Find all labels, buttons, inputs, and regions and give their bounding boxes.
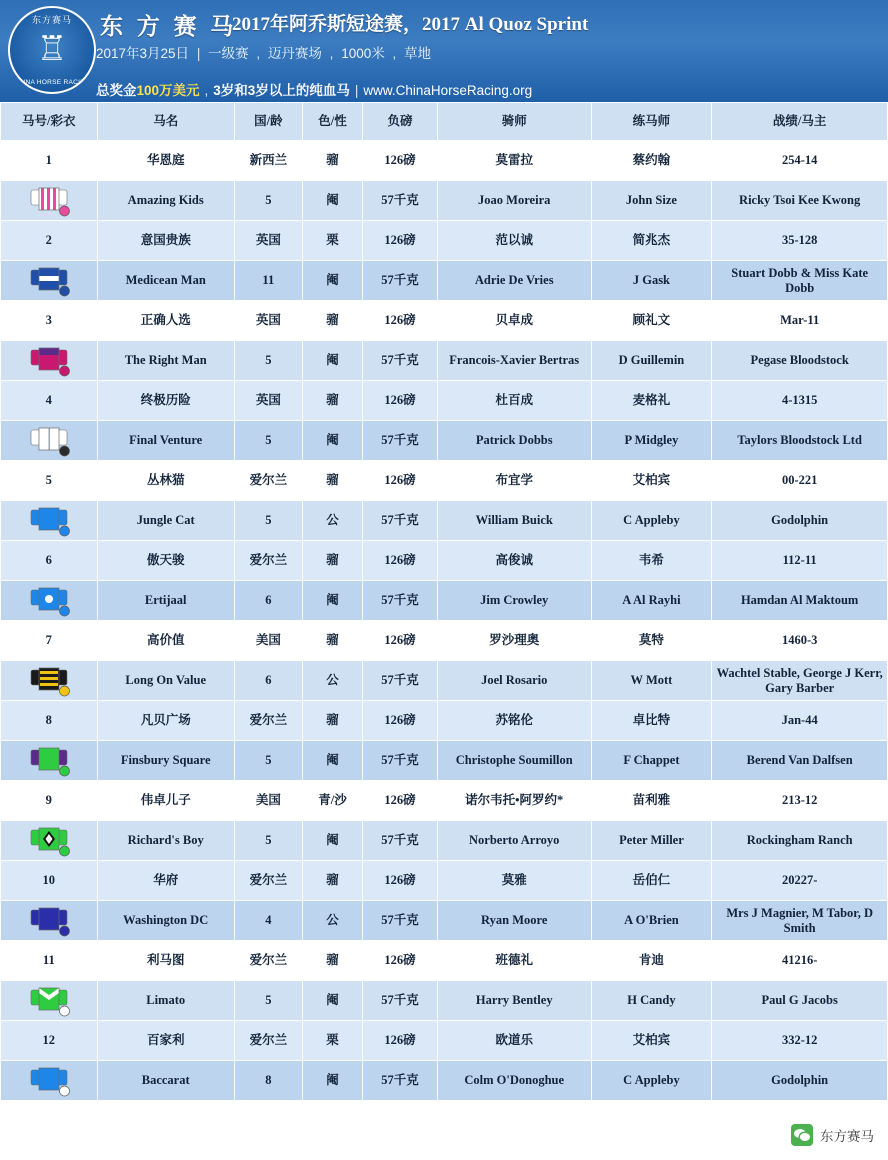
jockey-silk (1, 661, 98, 701)
jockey-silk (1, 821, 98, 861)
jockey-silk (1, 1061, 98, 1101)
prize-divider-2: | (354, 83, 359, 98)
jockey-name-en: Christophe Soumillon (437, 741, 591, 781)
jockey-name-cn: 杜百成 (437, 381, 591, 421)
horse-weight-lb: 126磅 (363, 541, 438, 581)
table-row (1, 981, 888, 1021)
horse-name-cn: 终极历险 (97, 381, 234, 421)
horse-record: 4-1315 (712, 381, 888, 421)
wechat-icon (791, 1124, 813, 1146)
col-header-country-age: 国/龄 (234, 103, 302, 141)
trainer-name-en: C Appleby (591, 501, 712, 541)
horse-country: 爱尔兰 (234, 701, 302, 741)
horse-weight-kg: 57千克 (363, 181, 438, 221)
jockey-name-cn: 贝卓成 (437, 301, 591, 341)
race-conditions: 3岁和3岁以上的纯血马 (213, 83, 350, 98)
page-header (0, 0, 888, 102)
horse-weight-kg: 57千克 (363, 1061, 438, 1101)
horse-weight-lb: 126磅 (363, 861, 438, 901)
trainer-name-cn: 莫特 (591, 621, 712, 661)
horse-sex: 阉 (302, 181, 362, 221)
jockey-name-cn: 诺尔韦托•阿罗约* (437, 781, 591, 821)
horse-weight-lb: 126磅 (363, 701, 438, 741)
trainer-name-en: H Candy (591, 981, 712, 1021)
horse-name-en: Limato (97, 981, 234, 1021)
trainer-name-cn: 韦希 (591, 541, 712, 581)
jockey-silk (1, 341, 98, 381)
horse-name-en: Washington DC (97, 901, 234, 941)
horse-weight-kg: 57千克 (363, 341, 438, 381)
trainer-name-cn: 肯迪 (591, 941, 712, 981)
jockey-silk (1, 901, 98, 941)
prize-amount: 100万美元 (136, 83, 200, 98)
col-header-horse-name: 马名 (97, 103, 234, 141)
horse-owner: Taylors Bloodstock Ltd (712, 421, 888, 461)
horse-number: 1 (1, 141, 98, 181)
horse-colour: 骝 (302, 701, 362, 741)
horse-age: 5 (234, 741, 302, 781)
table-row (1, 581, 888, 621)
horse-name-cn: 高价值 (97, 621, 234, 661)
trainer-name-en: John Size (591, 181, 712, 221)
horse-sex: 阉 (302, 581, 362, 621)
horse-owner: Hamdan Al Maktoum (712, 581, 888, 621)
trainer-name-cn: 艾柏宾 (591, 1021, 712, 1061)
horse-sex: 阉 (302, 821, 362, 861)
horse-record: 254-14 (712, 141, 888, 181)
table-row (1, 501, 888, 541)
trainer-name-en: F Chappet (591, 741, 712, 781)
jockey-name-cn: 布宜学 (437, 461, 591, 501)
horse-number: 3 (1, 301, 98, 341)
horse-weight-kg: 57千克 (363, 261, 438, 301)
horse-number: 9 (1, 781, 98, 821)
horse-record: 20227- (712, 861, 888, 901)
footer-label: 东方赛马 (820, 1129, 874, 1144)
jockey-name-cn: 范以诚 (437, 221, 591, 261)
jockey-name-cn: 莫雷拉 (437, 141, 591, 181)
horse-country: 爱尔兰 (234, 461, 302, 501)
horse-record: 35-128 (712, 221, 888, 261)
col-header-number-silk: 马号/彩衣 (1, 103, 98, 141)
table-header-row (1, 103, 888, 141)
horse-sex: 公 (302, 901, 362, 941)
table-row (1, 901, 888, 941)
horse-age: 5 (234, 981, 302, 1021)
horse-sex: 阉 (302, 1061, 362, 1101)
horse-name-en: The Right Man (97, 341, 234, 381)
page-title: 2017年阿乔斯短途赛，2017 Al Quoz Sprint (232, 14, 589, 35)
col-header-record-owner: 战绩/马主 (712, 103, 888, 141)
table-row (1, 461, 888, 501)
jockey-name-en: Joao Moreira (437, 181, 591, 221)
trainer-name-en: C Appleby (591, 1061, 712, 1101)
horse-age: 5 (234, 341, 302, 381)
meta-divider-1: | (196, 46, 201, 61)
horse-owner: Godolphin (712, 501, 888, 541)
table-row (1, 261, 888, 301)
table-row (1, 821, 888, 861)
col-header-trainer: 练马师 (591, 103, 712, 141)
jockey-name-en: Patrick Dobbs (437, 421, 591, 461)
horse-age: 5 (234, 501, 302, 541)
horse-colour: 骝 (302, 301, 362, 341)
horse-sex: 公 (302, 661, 362, 701)
horse-number: 4 (1, 381, 98, 421)
table-row (1, 861, 888, 901)
trainer-name-en: W Mott (591, 661, 712, 701)
horse-country: 英国 (234, 301, 302, 341)
logo-bottom-text: CHINA HORSE RACING (13, 79, 91, 86)
horse-icon: ♖ (36, 31, 68, 68)
race-meta (96, 42, 431, 62)
table-row (1, 1061, 888, 1101)
jockey-name-cn: 苏铭伦 (437, 701, 591, 741)
race-distance: 1000米 (341, 46, 385, 61)
logo-top-text: 东方赛马 (31, 15, 72, 25)
horse-name-cn: 意国贵族 (97, 221, 234, 261)
horse-country: 爱尔兰 (234, 541, 302, 581)
horse-country: 爱尔兰 (234, 941, 302, 981)
horse-number: 8 (1, 701, 98, 741)
jockey-name-en: Colm O'Donoghue (437, 1061, 591, 1101)
horse-weight-lb: 126磅 (363, 141, 438, 181)
race-course: 迈丹赛场 (267, 46, 322, 61)
horse-number: 12 (1, 1021, 98, 1061)
table-row (1, 141, 888, 181)
logo (8, 6, 96, 94)
horse-record: 213-12 (712, 781, 888, 821)
horse-weight-lb: 126磅 (363, 781, 438, 821)
horse-weight-kg: 57千克 (363, 421, 438, 461)
trainer-name-en: A O'Brien (591, 901, 712, 941)
jockey-name-cn: 莫雅 (437, 861, 591, 901)
horse-owner: Pegase Bloodstock (712, 341, 888, 381)
horse-name-en: Amazing Kids (97, 181, 234, 221)
horse-age: 5 (234, 421, 302, 461)
horse-number: 5 (1, 461, 98, 501)
horse-colour: 骝 (302, 941, 362, 981)
jockey-name-en: William Buick (437, 501, 591, 541)
horse-name-cn: 丛林猫 (97, 461, 234, 501)
table-row (1, 741, 888, 781)
horse-colour: 骝 (302, 141, 362, 181)
table-row (1, 701, 888, 741)
meta-divider-3: , (329, 46, 334, 61)
horse-weight-kg: 57千克 (363, 901, 438, 941)
horse-colour: 栗 (302, 1021, 362, 1061)
horse-name-en: Finsbury Square (97, 741, 234, 781)
jockey-silk (1, 501, 98, 541)
horse-name-cn: 华恩庭 (97, 141, 234, 181)
jockey-silk (1, 741, 98, 781)
jockey-name-en: Jim Crowley (437, 581, 591, 621)
jockey-name-cn: 高俊诚 (437, 541, 591, 581)
table-row (1, 1021, 888, 1061)
horse-colour: 骝 (302, 461, 362, 501)
jockey-name-en: Harry Bentley (437, 981, 591, 1021)
horse-name-en: Ertijaal (97, 581, 234, 621)
horse-age: 8 (234, 1061, 302, 1101)
jockey-silk (1, 421, 98, 461)
table-row (1, 301, 888, 341)
horse-weight-kg: 57千克 (363, 981, 438, 1021)
table-row (1, 221, 888, 261)
horse-owner: Berend Van Dalfsen (712, 741, 888, 781)
horse-age: 4 (234, 901, 302, 941)
race-grade: 一级赛 (208, 46, 249, 61)
horse-weight-lb: 126磅 (363, 381, 438, 421)
horse-record: 112-11 (712, 541, 888, 581)
horse-sex: 阉 (302, 341, 362, 381)
horse-number: 10 (1, 861, 98, 901)
jockey-name-cn: 罗沙理奥 (437, 621, 591, 661)
horse-name-en: Richard's Boy (97, 821, 234, 861)
horse-name-en: Baccarat (97, 1061, 234, 1101)
horse-number: 7 (1, 621, 98, 661)
horse-owner: Rockingham Ranch (712, 821, 888, 861)
horse-name-cn: 百家利 (97, 1021, 234, 1061)
horse-record: 332-12 (712, 1021, 888, 1061)
horse-weight-kg: 57千克 (363, 501, 438, 541)
horse-weight-kg: 57千克 (363, 821, 438, 861)
table-row (1, 421, 888, 461)
horse-name-en: Final Venture (97, 421, 234, 461)
horse-name-cn: 正确人选 (97, 301, 234, 341)
horse-country: 新西兰 (234, 141, 302, 181)
horse-owner: Paul G Jacobs (712, 981, 888, 1021)
horse-country: 美国 (234, 781, 302, 821)
website-link[interactable]: www.ChinaHorseRacing.org (363, 83, 533, 98)
horse-name-cn: 傲天骏 (97, 541, 234, 581)
table-row (1, 541, 888, 581)
horse-record: 41216- (712, 941, 888, 981)
jockey-silk (1, 181, 98, 221)
horse-number: 2 (1, 221, 98, 261)
horse-sex: 公 (302, 501, 362, 541)
table-row (1, 781, 888, 821)
footer-credit (791, 1124, 874, 1146)
horse-sex: 阉 (302, 421, 362, 461)
horse-country: 美国 (234, 621, 302, 661)
horse-colour: 青/沙 (302, 781, 362, 821)
horse-number: 11 (1, 941, 98, 981)
horse-name-en: Medicean Man (97, 261, 234, 301)
jockey-name-en: Joel Rosario (437, 661, 591, 701)
col-header-jockey: 骑师 (437, 103, 591, 141)
horse-age: 5 (234, 821, 302, 861)
jockey-name-en: Ryan Moore (437, 901, 591, 941)
trainer-name-en: Peter Miller (591, 821, 712, 861)
horse-name-en: Long On Value (97, 661, 234, 701)
jockey-name-en: Adrie De Vries (437, 261, 591, 301)
horse-record: 1460-3 (712, 621, 888, 661)
horse-owner: Wachtel Stable, George J Kerr, Gary Barber (712, 661, 888, 701)
horse-weight-lb: 126磅 (363, 621, 438, 661)
meta-divider-2: , (256, 46, 261, 61)
horse-weight-lb: 126磅 (363, 221, 438, 261)
horse-weight-lb: 126磅 (363, 941, 438, 981)
jockey-name-cn: 班德礼 (437, 941, 591, 981)
horse-sex: 阉 (302, 741, 362, 781)
col-header-weight: 负磅 (363, 103, 438, 141)
prize-divider-1: , (204, 83, 209, 98)
race-date: 2017年3月25日 (96, 46, 190, 61)
horse-country: 爱尔兰 (234, 861, 302, 901)
jockey-name-cn: 欧道乐 (437, 1021, 591, 1061)
table-body (1, 141, 888, 1101)
horse-weight-kg: 57千克 (363, 741, 438, 781)
trainer-name-cn: 顾礼文 (591, 301, 712, 341)
trainer-name-en: A Al Rayhi (591, 581, 712, 621)
trainer-name-en: D Guillemin (591, 341, 712, 381)
horse-sex: 阉 (302, 981, 362, 1021)
horse-weight-lb: 126磅 (363, 461, 438, 501)
horse-owner: Stuart Dobb & Miss Kate Dobb (712, 261, 888, 301)
horse-name-cn: 华府 (97, 861, 234, 901)
race-entries-table (0, 102, 888, 1101)
trainer-name-cn: 苗利雅 (591, 781, 712, 821)
horse-age: 6 (234, 661, 302, 701)
jockey-silk (1, 981, 98, 1021)
trainer-name-cn: 蔡约翰 (591, 141, 712, 181)
horse-colour: 骝 (302, 861, 362, 901)
trainer-name-en: P Midgley (591, 421, 712, 461)
horse-number: 6 (1, 541, 98, 581)
trainer-name-cn: 简兆杰 (591, 221, 712, 261)
horse-weight-kg: 57千克 (363, 661, 438, 701)
horse-record: Mar-11 (712, 301, 888, 341)
table-row (1, 181, 888, 221)
jockey-silk (1, 261, 98, 301)
jockey-silk (1, 581, 98, 621)
jockey-name-en: Norberto Arroyo (437, 821, 591, 861)
brand-title: 东 方 赛 马 (100, 14, 238, 39)
trainer-name-cn: 艾柏宾 (591, 461, 712, 501)
horse-colour: 骝 (302, 621, 362, 661)
prize-line (96, 79, 532, 99)
horse-name-en: Jungle Cat (97, 501, 234, 541)
table-row (1, 941, 888, 981)
jockey-name-en: Francois-Xavier Bertras (437, 341, 591, 381)
trainer-name-cn: 岳伯仁 (591, 861, 712, 901)
meta-divider-4: , (392, 46, 397, 61)
horse-colour: 骝 (302, 541, 362, 581)
horse-owner: Ricky Tsoi Kee Kwong (712, 181, 888, 221)
horse-owner: Mrs J Magnier, M Tabor, D Smith (712, 901, 888, 941)
race-surface: 草地 (404, 46, 432, 61)
col-header-colour-sex: 色/性 (302, 103, 362, 141)
trainer-name-cn: 麦格礼 (591, 381, 712, 421)
horse-country: 英国 (234, 381, 302, 421)
table-row (1, 661, 888, 701)
horse-record: Jan-44 (712, 701, 888, 741)
horse-age: 11 (234, 261, 302, 301)
trainer-name-cn: 卓比特 (591, 701, 712, 741)
table-row (1, 381, 888, 421)
horse-country: 英国 (234, 221, 302, 261)
horse-country: 爱尔兰 (234, 1021, 302, 1061)
horse-name-cn: 伟卓儿子 (97, 781, 234, 821)
table-row (1, 621, 888, 661)
horse-name-cn: 利马图 (97, 941, 234, 981)
horse-name-cn: 凡贝广场 (97, 701, 234, 741)
horse-weight-kg: 57千克 (363, 581, 438, 621)
prize-label: 总奖金 (96, 83, 137, 98)
horse-weight-lb: 126磅 (363, 1021, 438, 1061)
horse-colour: 骝 (302, 381, 362, 421)
horse-weight-lb: 126磅 (363, 301, 438, 341)
table-row (1, 341, 888, 381)
horse-sex: 阉 (302, 261, 362, 301)
horse-owner: Godolphin (712, 1061, 888, 1101)
horse-age: 6 (234, 581, 302, 621)
horse-record: 00-221 (712, 461, 888, 501)
horse-age: 5 (234, 181, 302, 221)
trainer-name-en: J Gask (591, 261, 712, 301)
horse-colour: 栗 (302, 221, 362, 261)
